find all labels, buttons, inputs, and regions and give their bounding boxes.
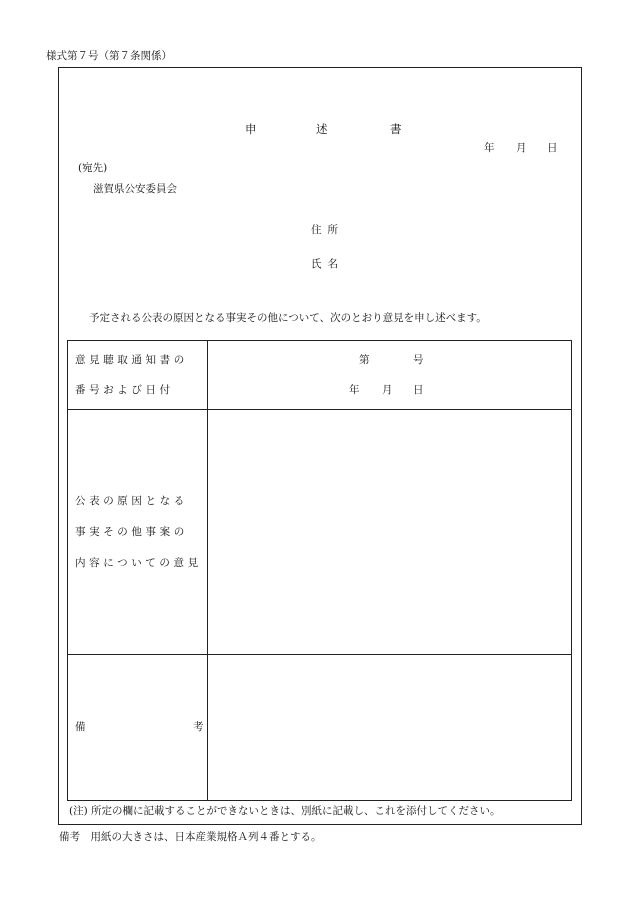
title-char-1: 申: [245, 122, 257, 136]
notice-label-line-2: 番号および日付: [75, 384, 174, 396]
statement-text: 予定される公表の原因となる事実その他について、次のとおり意見を申し述べます。: [89, 312, 487, 324]
addressee-label: (宛先): [78, 162, 108, 174]
name-label: 氏名: [311, 258, 344, 270]
notice-date-day: 日: [413, 384, 424, 396]
paper-size-remarks: 備考 用紙の大きさは、日本産業規格Ａ列４番とする。: [59, 831, 322, 843]
table-row-divider-2: [67, 654, 572, 655]
notice-label-line-1: 意見聴取通知書の: [75, 354, 188, 366]
notice-date-year: 年: [349, 384, 360, 396]
notice-date-month: 月: [382, 384, 393, 396]
title-char-2: 述: [316, 122, 328, 136]
address-label: 住所: [311, 224, 344, 236]
opinion-label-line-3: 内容についての意見: [75, 557, 202, 569]
remarks-label-right: 考: [193, 721, 204, 733]
footnote: (注) 所定の欄に記載することができないときは、別紙に記載し、これを添付してください。: [69, 805, 501, 817]
date-day-label: 日: [547, 142, 558, 154]
remarks-label-left: 備: [75, 721, 86, 733]
addressee-name: 滋賀県公安委員会: [93, 183, 177, 195]
title-char-3: 書: [390, 122, 402, 136]
opinion-label-line-2: 事実その他事案の: [75, 526, 188, 538]
form-number: 様式第７号（第７条関係）: [46, 50, 172, 62]
table-row-divider-1: [67, 409, 572, 410]
date-year-label: 年: [484, 142, 495, 154]
notice-number-prefix: 第: [359, 354, 370, 366]
notice-number-suffix: 号: [413, 354, 424, 366]
date-month-label: 月: [516, 142, 527, 154]
opinion-label-line-1: 公表の原因となる: [75, 495, 188, 507]
